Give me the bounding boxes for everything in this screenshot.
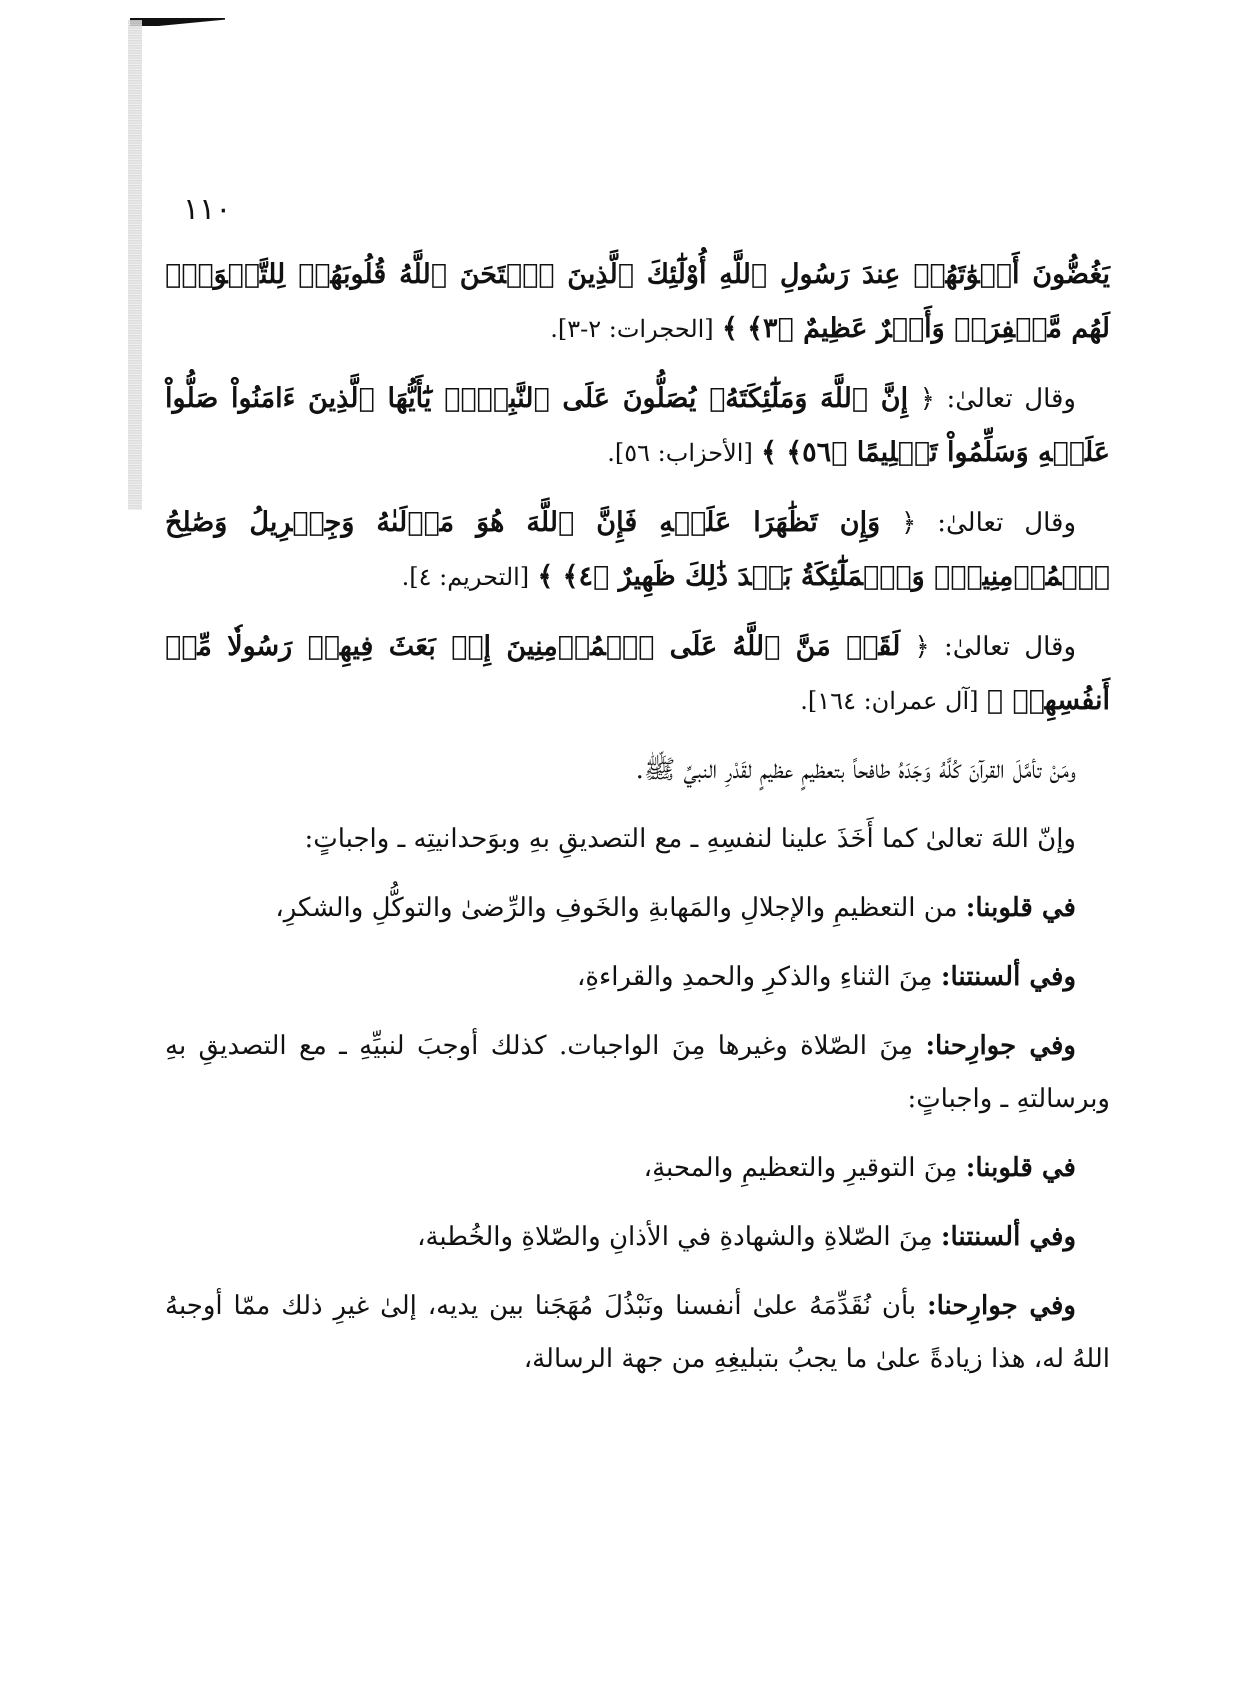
paragraph-body: مِنَ الصّلاة وغيرها مِنَ الواجبات. كذلك أوجبَ لنبيِّهِ ـ مع التصديقِ بهِ وبرسالتهِ ـ واجباتٍ: xyxy=(165,1031,1110,1114)
verse-intro: وقال تعالىٰ: ﴿ xyxy=(919,384,1076,414)
page-body xyxy=(165,248,1110,1402)
paragraph-lead: في قلوبنا: xyxy=(965,893,1076,923)
paragraph-body: مِنَ التوقيرِ والتعظيمِ والمحبةِ، xyxy=(643,1153,966,1183)
paragraph-lead: وفي ألسنتنا: xyxy=(940,962,1076,992)
verse-intro: وقال تعالىٰ: ﴿ xyxy=(914,632,1076,662)
quran-verse: وَإِن تَظَٰهَرَا عَلَيۡهِ فَإِنَّ ٱللَّهَ هُوَ مَوۡلَىٰهُ وَجِبۡرِيلُ وَصَٰلِحُ ٱلۡمُؤۡمِنِينَۖ وَٱلۡمَلَٰٓئِكَةُ بَعۡدَ ذَٰلِكَ ظَهِيرٌ ﴿٤﴾ ﴾ xyxy=(165,507,1110,592)
paragraph-list-item xyxy=(165,1142,1110,1195)
paragraph-lead: وفي جوارِحنا: xyxy=(926,1291,1076,1321)
paragraph-quran-al-imran xyxy=(165,620,1110,728)
quran-verse: لَقَدۡ مَنَّ ٱللَّهُ عَلَى ٱلۡمُؤۡمِنِينَ إِذۡ بَعَثَ فِيهِمۡ رَسُولٗا مِّنۡ أَنفُسِهِمۡ ﴾ xyxy=(165,631,1110,716)
paragraph-list-item xyxy=(165,951,1110,1004)
page-corner-mark xyxy=(130,18,225,26)
verse-reference: [آل عمران: ١٦٤]. xyxy=(800,687,979,715)
paragraph-list-item xyxy=(165,1020,1110,1126)
verse-reference: [التحريم: ٤]. xyxy=(401,563,530,591)
paragraph-quran-hujurat xyxy=(165,248,1110,356)
paragraph-quran-tahrim xyxy=(165,496,1110,604)
verse-reference: [الأحزاب: ٥٦]. xyxy=(607,439,753,467)
scanned-page-edge xyxy=(128,20,142,510)
paragraph-quran-ahzab xyxy=(165,372,1110,480)
verse-intro: وقال تعالىٰ: ﴿ xyxy=(901,508,1077,538)
quran-verse: يَغُضُّونَ أَصۡوَٰتَهُمۡ عِندَ رَسُولِ ٱللَّهِ أُوْلَٰٓئِكَ ٱلَّذِينَ ٱمۡتَحَنَ ٱللَّهُ قُلُوبَهُمۡ لِلتَّقۡوَىٰۚ لَهُم مَّغۡفِرَةٞ وَأَجۡرٌ عَظِيمٌ ﴿٣﴾ ﴾ xyxy=(165,259,1110,344)
paragraph-text xyxy=(165,813,1110,866)
paragraph-body: وإنّ اللهَ تعالىٰ كما أَخَذَ علينا لنفسِهِ ـ مع التصديقِ بهِ وبوَحدانيتِه ـ واجباتٍ: xyxy=(304,824,1076,854)
paragraph-lead: وفي جوارِحنا: xyxy=(925,1031,1076,1061)
paragraph-lead: في قلوبنا: xyxy=(965,1153,1076,1183)
paragraph-lead: وفي ألسنتنا: xyxy=(940,1222,1076,1252)
paragraph-list-item xyxy=(165,1280,1110,1386)
paragraph-body: بأن نُقَدِّمَهُ علىٰ أنفسنا ونَبْذُلَ مُهَجَنا بين يديه، إلىٰ غيرِ ذلك ممّا أوجبهُ اللهُ له، هذا زيادةً علىٰ ما يجبُ بتبليغِهِ من جهة الرسالة، xyxy=(165,1291,1110,1374)
paragraph-body: مِنَ الصّلاةِ والشهادةِ في الأذانِ والصّلاةِ والخُطبة، xyxy=(417,1222,941,1252)
paragraph-list-item xyxy=(165,882,1110,935)
quran-verse: إِنَّ ٱللَّهَ وَمَلَٰٓئِكَتَهُۥ يُصَلُّونَ عَلَى ٱلنَّبِيِّۚ يَٰٓأَيُّهَا ٱلَّذِينَ ءَامَنُواْ صَلُّواْ عَلَيۡهِ وَسَلِّمُواْ تَسۡلِيمًا ﴿٥٦﴾ ﴾ xyxy=(165,383,1110,468)
paragraph-body: ومَنْ تأمَّلَ القرآنَ كُلَّهُ وَجَدَهُ طافحاً بتعظيمٍ عظيمٍ لقَدْرِ النبيِّ ﷺ. xyxy=(635,755,1076,785)
page-number: ١١٠ xyxy=(183,192,232,227)
paragraph-text xyxy=(165,744,1110,797)
verse-reference: [الحجرات: ٢-٣]. xyxy=(550,315,714,343)
paragraph-list-item xyxy=(165,1211,1110,1264)
paragraph-body: من التعظيمِ والإجلالِ والمَهابةِ والخَوفِ والرِّضىٰ والتوكُّلِ والشكرِ، xyxy=(275,893,966,923)
paragraph-body: مِنَ الثناءِ والذكرِ والحمدِ والقراءةِ، xyxy=(576,962,941,992)
